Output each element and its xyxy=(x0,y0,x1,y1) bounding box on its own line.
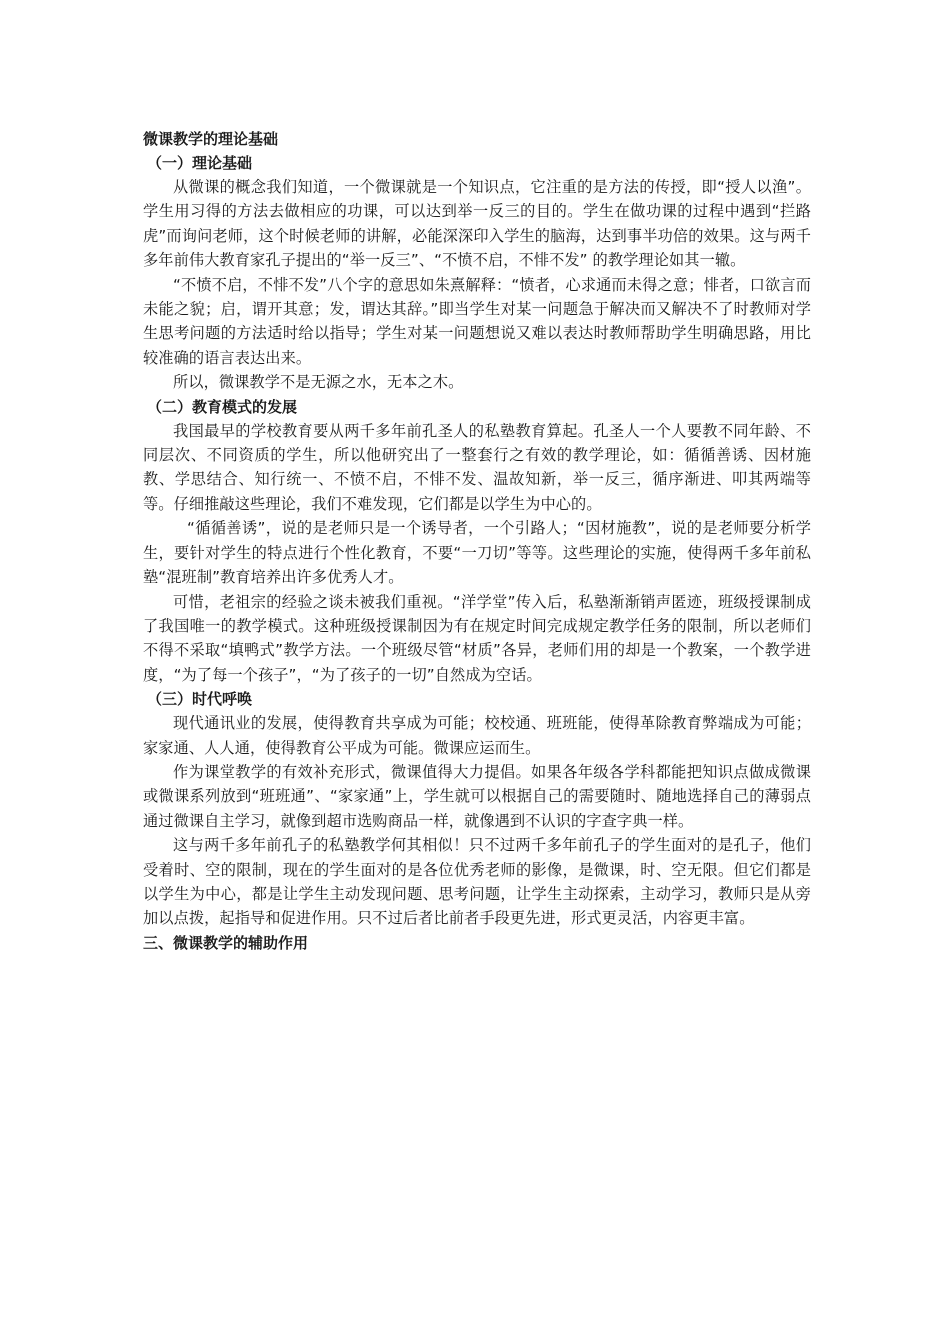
paragraph: “循循善诱”，说的是老师只是一个诱导者，一个引路人；“因材施教”，说的是老师要分析学生，要针对学生的特点进行个性化教育，不要“一刀切”等等。这些理论的实施，使得两千多年前私塾“混班制”教育培养出许多优秀人才。 xyxy=(143,519,811,587)
paragraph: 这与两千多年前孔子的私塾教学何其相似！只不过两千多年前孔子的学生面对的是孔子，他们受着时、空的限制，现在的学生面对的是各位优秀老师的影像，是微课，时、空无限。但它们都是以学生为中心，都是让学生主动发现问题、思考问题，让学生主动探索，主动学习，教师只是从旁加以点拨，起指导和促进作用。只不过后者比前者手段更先进，形式更灵活，内容更丰富。 xyxy=(143,836,811,928)
section-heading-auxiliary-role: 三、微课教学的辅助作用 xyxy=(143,933,309,952)
paragraph: “不愤不启，不悱不发”八个字的意思如朱熹解释：“愤者，心求通而未得之意；悱者，口欲言而未能之貌；启，谓开其意；发，谓达其辞。”即当学生对某一问题急于解决而又解决不了时教师对学生思考问题的方法适时给以指导；学生对某一问题想说又难以表达时教师帮助学生明确思路，用比较准确的语言表达出来。 xyxy=(143,275,811,367)
paragraph: 现代通讯业的发展，使得教育共享成为可能；校校通、班班能，使得革除教育弊端成为可能；家家通、人人通，使得教育公平成为可能。微课应运而生。 xyxy=(143,714,811,757)
paragraph: 从微课的概念我们知道，一个微课就是一个知识点，它注重的是方法的传授，即“授人以渔”。学生用习得的方法去做相应的功课，可以达到举一反三的目的。学生在做功课的过程中遇到“拦路虎”而询问老师，这个时候老师的讲解，必能深深印入学生的脑海，达到事半功倍的效果。这与两千多年前伟大教育家孔子提出的“举一反三”、“不愤不启，不悱不发” 的教学理论如其一辙。 xyxy=(143,178,811,270)
subsection-heading-theory: （一）理论基础 xyxy=(147,154,253,172)
subsection-heading-education-model: （二）教育模式的发展 xyxy=(147,397,298,416)
subsection-heading-era-call: （三）时代呼唤 xyxy=(147,690,253,709)
paragraph: 作为课堂教学的有效补充形式，微课值得大力提倡。如果各年级各学科都能把知识点做成微课或微课系列放到“班班通”、“家家通”上，学生就可以根据自己的需要随时、随地选择自己的薄弱点通过微课自主学习，就像到超市选购商品一样，就像遇到不认识的字查字典一样。 xyxy=(143,762,811,830)
paragraph: 可惜，老祖宗的经验之谈未被我们重视。“洋学堂”传入后，私塾渐渐销声匿迹，班级授课制成了我国唯一的教学模式。这种班级授课制因为有在规定时间完成规定教学任务的限制，所以老师们不得不采取“填鸭式”教学方法。一个班级尽管“材质”各异，老师们用的却是一个教案，一个教学进度，“为了每一个孩子”，“为了孩子的一切”自然成为空话。 xyxy=(143,592,811,684)
paragraph: 我国最早的学校教育要从两千多年前孔圣人的私塾教育算起。孔圣人一个人要教不同年龄、不同层次、不同资质的学生，所以他研究出了一整套行之有效的教学理论，如：循循善诱、因材施教、学思结合、知行统一、不愤不启，不悱不发、温故知新，举一反三，循序渐进、叩其两端等等。仔细推敲这些理论，我们不难发现，它们都是以学生为中心的。 xyxy=(143,421,811,513)
paragraph: 所以，微课教学不是无源之水，无本之木。 xyxy=(173,373,464,392)
section-title: 微课教学的理论基础 xyxy=(143,130,279,148)
document-page xyxy=(143,127,811,955)
